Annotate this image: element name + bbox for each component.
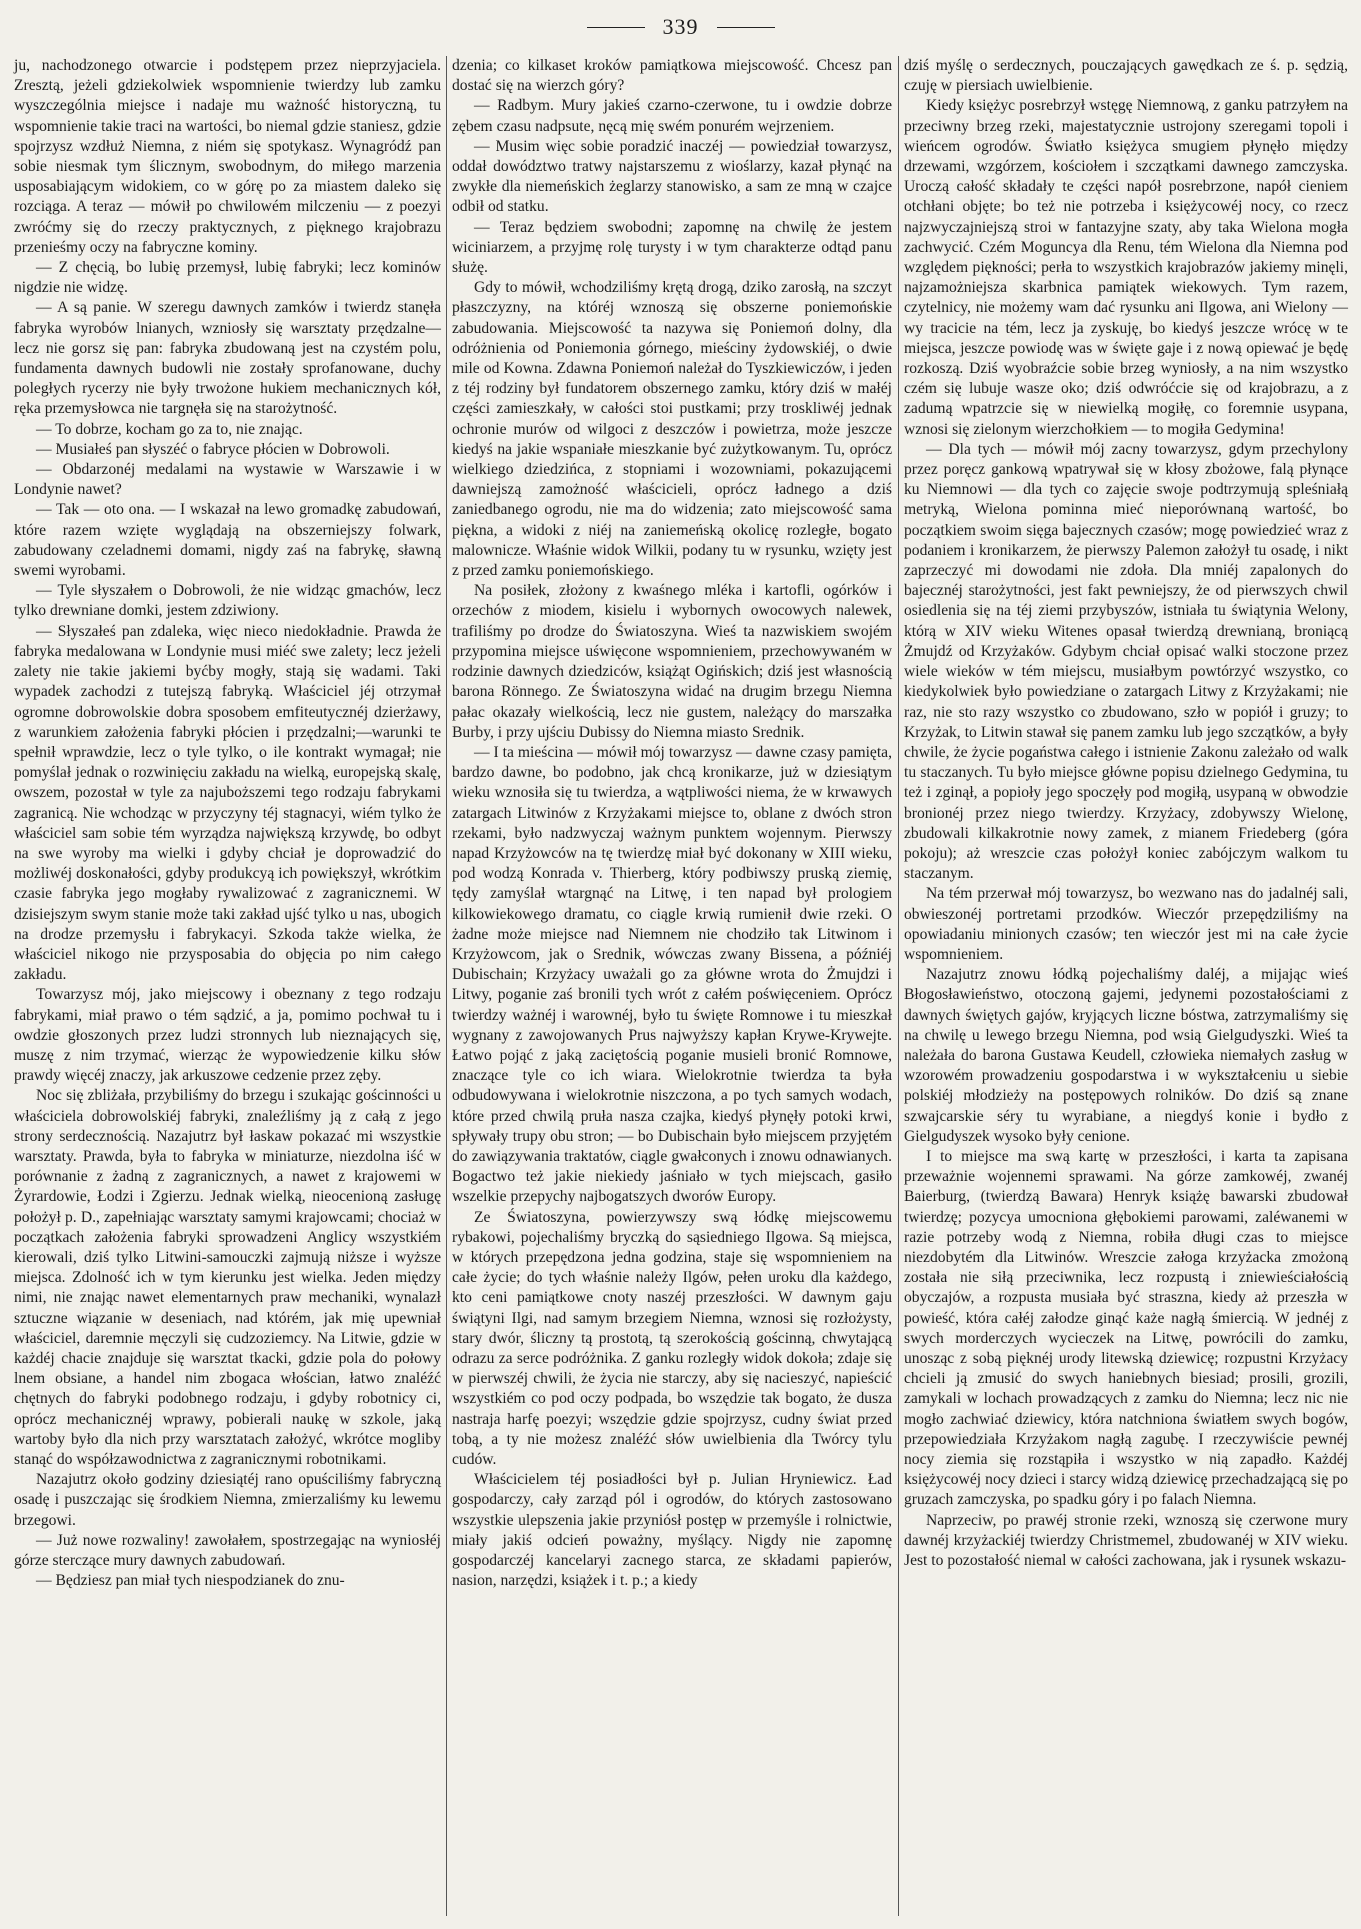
paragraph: — Tak — oto ona. — I wskazał na lewo gromadkę zabudowań, które razem wzięte wyglądają na obszerniejszy folwark, zabudowany czeladnemi domami, nigdy zaś na fabrykę, sławną swemi wyrobami. xyxy=(14,501,441,580)
paragraph: — Musim więc sobie poradzić inaczéj — powiedział towarzysz, oddał dowództwo tratwy najstarszemu z wioślarzy, kazał płynąć na zwykłe dla niemeńskich żeglarzy stanowisko, a sam ze mną w czajce odbił od statku. xyxy=(452,137,892,216)
paragraph: Na posiłek, złożony z kwaśnego mléka i kartofli, ogórków i orzechów z miodem, kisielu i wybornych owocowych nalewek, trafiliśmy po drodze do Światoszyna. Wieś ta nazwiskiem swojém przypomina miejsce uświęcone wspomnieniem, przechowywaném w rodzinie dawnych dziedziców, książąt Ogińskich; dziś jest własnością barona Rönnego. Ze Światoszyna widać na drugim brzegu Niemna pałac okazały wielkością, lecz nie gustem, należący do marszałka Burby, i przy ujściu Dubissy do Niemna miasto Srednik. xyxy=(452,582,892,741)
paragraph: Nazajutrz znowu łódką pojechaliśmy daléj, a mijając wieś Błogosławieństwo, otoczoną gajemi, jedynemi pozostałościami z dawnych świętych gajów, kryjących liczne bóstwa, zatrzymaliśmy się na chwilę u lewego brzegu Niemna, pod wsią Gielgudyszki. Wieś ta należała do barona Gustawa Keudell, człowieka niemałych zasług w wzorowém prowadzeniu gospodarstwa i w wykształceniu u siebie polskiéj młodzieży na postępowych rolników. Do dziś są znane szwajcarskie séry tu wyrabiane, a niegdyś konie i bydło z Gielgudyszek wysoko były cenione. xyxy=(904,966,1348,1145)
paragraph: — To dobrze, kocham go za to, nie znając. xyxy=(36,420,303,438)
paragraph: — Musiałeś pan słyszéć o fabryce płócien w Dobrowoli. xyxy=(36,440,390,458)
column-divider xyxy=(898,56,899,1916)
page-number: 339 xyxy=(662,14,699,39)
paragraph: — Teraz będziem swobodni; zapomnę na chwilę że jestem wiciniarzem, a przyjmę rolę turysty i w tym charakterze odtąd panu służę. xyxy=(452,218,892,277)
paragraph: — Będziesz pan miał tych niespodzianek do znu- xyxy=(36,1572,345,1590)
paragraph: Na tém przerwał mój towarzysz, bo wezwano nas do jadalnéj sali, obwieszonéj portretami przodków. Wieczór przepędziliśmy na opowiadaniu minionych czasów; ten wieczór jest mi na całe życie wspomnieniem. xyxy=(904,885,1348,963)
paragraph: Naprzeciw, po prawéj stronie rzeki, wznoszą się czerwone mury dawnéj krzyżackiéj twierdzy Christmemel, zbudowanéj w XIV wieku. Jest to pozostałość niemal w całości zachowana, jak i rysunek wskazu- xyxy=(904,1511,1348,1570)
paragraph: — I ta mieścina — mówił mój towarzysz — dawne czasy pamięta, bardzo dawne, bo podobno, jak chcą kronikarze, już w dziesiątym wieku wznosiła się tu twierdza, a wątpliwości niema, że w krwawych zatargach Litwinów z Krzyżakami miejsce to, oblane z dwóch stron rzekami, było nadzwyczaj ważnym punktem wojennym. Pierwszy napad Krzyżowców na tę twierdzę miał być dokonany w XIII wieku, pod wodzą Konrada v. Thierberg, który podbiwszy pruską ziemię, tędy zamyślał wtargnąć na Litwę, i ten napad był prologiem kilkowiekowego dramatu, co ciągle krwią rumienił dwie rzeki. O żadne może miejsce nad Niemnem nie chodziło tak Litwinom i Krzyżowcom, jak o Srednik, wówczas zwany Bissena, a późniéj Dubischain; Krzyżacy uważali go za główne wrota do Żmujdzi i Litwy, poganie zaś bronili tych wrót z całém poświęceniem. Oprócz twierdzy ważnéj i warownéj, było tu święte Romnowe i tu mieszkał wygnany z zawojowanych Prus najwyższy kapłan Krywe-Krywejte. Łatwo pojąć z jaką zaciętością poganie musieli bronić Romnowe, znaczące tyle co ich wiara. Wielokrotnie twierdza ta była odbudowywana i wielokrotnie niszczona, a po tych samych wodach, które przed chwilą pruła nasza czajka, kiedyś płynęły potoki krwi, spływały trupy obu stron; — bo Dubischain było miejscem przyjętém do zawiązywania traktatów, ciągle gwałconych i znowu odnawianych. Bogactwo też jakie niekiedy jaśniało w tych miejscach, gasiło wszelkie przepychy najbogatszych dworów Europy. xyxy=(452,743,892,1206)
paragraph: Ze Światoszyna, powierzywszy swą łódkę miejscowemu rybakowi, pojechaliśmy bryczką do sąsiedniego Ilgowa. Są miejsca, w których przepędzona jedna godzina, staje się wspomnieniem na całe życie; do tych właśnie należy Ilgów, pełen uroku dla każdego, kto ceni pamiątkowe cnoty naszéj przeszłości. W dawnym gaju świątyni Ilgi, nad samym brzegiem Niemna, wznosi się rozłożysty, stary dwór, śliczny tą prostotą, tą szerokością gościnną, chwytającą odrazu za serce podróżnika. Z ganku rozległy widok dokoła; zdaje się w pierwszéj chwili, że życia nie starczy, aby się nacieszyć, napieścić wszystkiém co pod oczy podpada, bo wszędzie tak bogato, że dusza nastraja harfę poezyi; wszędzie gdzie spojrzysz, cudny świat przed tobą, a ty nie możesz znaléźć słów uwielbienia dla Twórcy tylu cudów. xyxy=(452,1208,892,1469)
header-rule-right xyxy=(717,27,775,28)
paragraph: — A są panie. W szeregu dawnych zamków i twierdz stanęła fabryka wyrobów lnianych, wzniosły się warsztaty przędzalne—lecz nie gorsz się pan: fabryka zbudowaną jest na czystém polu, fundamenta dawnych budowli nie zostały sprofanowane, duchy poległych rycerzy nie były trwożone hukiem mechanicznych kół, ręka przemysłowca nie targnęła się na starożytność. xyxy=(14,299,441,418)
paragraph: — Obdarzonéj medalami na wystawie w Warszawie i w Londynie nawet? xyxy=(14,461,441,499)
paragraph: Kiedy księżyc posrebrzył wstęgę Niemnową, z ganku patrzyłem na przeciwny brzeg rzeki, majestatycznie ustrojony szeregami topoli i wieńcem ogrodów. Światło księżyca smugiem płynęło między drzewami, wzgórzem, kościołem i szczątkami dawnego zamczyska. Uroczą całość składały te części napół posrebrzone, napół cieniem otchłani objęte; bo też nie potrzeba i księżycowéj nocy, co rzecz najzwyczajniejszą stroi w fantazyjne szaty, aby taka Wielona mogła zachwycić. Czém Moguncya dla Renu, tém Wielona dla Niemna pod względem piękności; perła to wszystkich krajobrazów jakiemy minęli, najzamożniejsza skarbnica pamiątek wiekowych. Tym razem, czytelnicy, nie możemy wam dać rysunku ani Ilgowa, ani Wielony — wy tracicie na tém, lecz ja zyskuję, bo kiedyś jeszcze wrócę w te miejsca, jeszcze powiodę was w święte gaje i z nową opiewać je będę rozkoszą. Dziś wyobraźcie sobie brzeg wyniosły, a na nim wszystko czém się lubuje wasze oko; dziś odwróćcie się od krajobrazu, a z zadumą wpatrzcie się w niewielką mogiłę, co foremnie usypana, wznosi się zielonym wierzchołkiem — to mogiła Gedymina! xyxy=(904,97,1348,438)
text-column-2 xyxy=(452,56,892,1591)
paragraph: — Dla tych — mówił mój zacny towarzysz, gdym przechylony przez poręcz gankową wpatrywał się w kłosy zbożowe, falą płynące ku Niemnowi — dla tych co zajęcie swoje podtrzymują spleśniałą metryką, Wielona pominna mieć nieporównaną wartość, bo początkiem swoim sięga bajecznych czasów; mogę powiedzieć wraz z podaniem i kronikarzem, że pierwszy Palemon założył tu osadę, i nikt zaprzeczyć mi dowodami nie zdoła. Dla mniéj zapalonych do bajecznéj starożytności, jest fakt pewniejszy, że od pierwszych chwil osiedlenia się na téj ziemi przybyszów, istniała tu świątynia Welony, którą w XIV wieku Witenes opasał twierdzą drewnianą, broniącą Żmujdź od Krzyżaków. Gdybym chciał opisać walki stoczone przez wiele wieków w tém miejscu, musiałbym powtórzyć wszystko, co kiedykolwiek było powiedziane o zatargach Litwy z Krzyżakami; nie raz, nie sto razy wszystko co zbudowano, szło w popiół i gruzy; to Krzyżak, to Litwin stawał się panem zamku lub jego szczątków, a były chwile, że życie pogaństwa całego i istnienie Zakonu zależało od walk tu staczanych. Tu było miejsce główne popisu dzielnego Gedymina, tu też i zginął, a popioły jego spoczęły pod mogiłą, usypaną w obwodzie bronionéj przez niego twierdzy. Krzyżacy, zdobywszy Wielonę, zbudowali kilkakrotnie nowy zamek, z mianem Friedeberg (góra pokoju); aż wreszcie czas położył koniec zabójczym walkom tu staczanym. xyxy=(904,440,1348,883)
paragraph: ju, nachodzonego otwarcie i podstępem przez nieprzyjaciela. Zresztą, jeżeli gdziekolwiek wspomnienie twierdzy lub zamku wyszczególnia miejsce i nadaje mu ważność historyczną, tu wspomnienie takie traci na wartości, bo niemal gdzie staniesz, gdzie spojrzysz wzdłuż Niemna, z niém się spotykasz. Wynagródź pan sobie niesmak tym ślicznym, swobodnym, do miłego marzenia usposabiającym widokiem, co w górę po za miastem daleko się rozciąga. A teraz — mówił po chwilowém milczeniu — z poezyi zwróćmy się do rzeczy praktycznych, z pięknego krajobrazu przenieśmy oczy na fabryczne kominy. xyxy=(14,57,441,256)
page-header xyxy=(0,14,1361,44)
paragraph: I to miejsce ma swą kartę w przeszłości, i karta ta zapisana przeważnie wojennemi sprawami. Na górze zamkowéj, zwanéj Baierburg, (twierdzą Bawara) Henryk książę bawarski zbudował twierdzę; pozycya umocniona głębokiemi parowami, zaléwanemi w razie potrzeby wodą z Niemna, robiła długi czas to miejsce niezdobytém dla Litwinów. Wreszcie załoga krzyżacka zmożoną została nie siłą przeciwnika, lecz rozpustą i zniewieściałością obyczajów, a rozpusta musiała być straszna, kiedy aż przeszła w powieść, która całéj załodze ginąć każe nagłą śmiercią. W jednéj z swych morderczych wycieczek na Litwę, powrócili do zamku, unosząc z sobą pięknéj urody litewską dziewicę; rozpustni Krzyżacy chcieli ją zmusić do swych haniebnych biesiad; prosili, grozili, zamykali w lochach prowadzących z zamku do Niemna; lecz nic nie mogło zachwiać dziewicy, która natchniona światłem swych bogów, przepowiedziała Krzyżakom nagłą zagubę. I rzeczywiście pewnéj nocy ziemia się rozstąpiła i wszystko w nią zapadło. Każdéj księżycowéj nocy dzieci i starcy widzą dziewicę przechadzającą się po gruzach zamczyska, po spadku góry i po falach Niemna. xyxy=(904,1147,1348,1509)
paragraph: Noc się zbliżała, przybiliśmy do brzegu i szukając gościnności u właściciela dobrowolskiéj fabryki, znaleźliśmy ją z całą z jego strony serdecznością. Nazajutrz był łaskaw pokazać mi wszystkie warsztaty. Prawda, była to fabryka w miniaturze, niezdolna iść w porównanie z żadną z zagranicznych, a nawet z krajowemi w Żyrardowie, Łodzi i Zgierzu. Jednak wielką, nieocenioną zasługę położył p. D., zapełniając warsztaty samymi krajowcami; chociaż w początkach założenia fabryki sprowadzeni Anglicy wszystkiém kierowali, dziś tylko Litwini-samouczki zajmują niższe i wyższe miejsca. Zdolność ich w tym kierunku jest wielka. Jeden między nimi, nie znając nawet elementarnych praw mechaniki, wynalazł sztuczne wiązanie w deseniach, nad którém, jak mię upewniał właściciel, daremnie męczyli się cudzoziemcy. Na Litwie, gdzie w każdéj chacie znajduje się warsztat tkacki, gdzie pola do połowy lnem obsiane, a handel nim zbogaca włościan, łatwo znaléźć chętnych do fabryki podobnego rodzaju, i gdyby robotnicy ci, oprócz mechanicznéj wprawy, pobierali naukę w szkole, jaką wartoby było dla nich przy warsztatach założyć, wkrótce mogliby stanąć do współzawodnictwa z zagranicznymi robotnikami. xyxy=(14,1087,441,1469)
column-divider xyxy=(446,56,447,1916)
paragraph: Właścicielem téj posiadłości był p. Julian Hryniewicz. Ład gospodarczy, cały zarząd pól i ogrodów, do których zastosowano wszystkie ulepszenia jakie przyniósł postęp w przemyśle i rolnictwie, miały jakiś odcień poważny, myślący. Nigdy nie zapomnę gospodarczéj kancelaryi zacnego starca, ze składami papierów, nasion, narzędzi, książek i t. p.; a kiedy xyxy=(452,1471,892,1590)
paragraph: — Z chęcią, bo lubię przemysł, lubię fabryki; lecz kominów nigdzie nie widzę. xyxy=(14,259,441,297)
paragraph: dzenia; co kilkaset kroków pamiątkowa miejscowość. Chcesz pan dostać się na wierzch góry? xyxy=(452,57,892,95)
paragraph: Nazajutrz około godziny dziesiątéj rano opuściliśmy fabryczną osadę i puszczając się środkiem Niemna, zmierzaliśmy ku lewemu brzegowi. xyxy=(14,1471,441,1529)
paragraph: dziś myślę o serdecznych, pouczających gawędkach ze ś. p. sędzią, czuję w piersiach uwielbienie. xyxy=(904,57,1348,95)
paragraph: — Słyszałeś pan zdaleka, więc nieco niedokładnie. Prawda że fabryka medalowana w Londynie musi miéć swe zalety; lecz jeżeli zalety nie takie jakiemi byćby mogły, stają się wadami. Taki wypadek zachodzi z tutejszą fabryką. Właściciel jéj otrzymał ogromne dobrowolskie dobra sposobem emfiteutycznéj dzierżawy, z warunkiem założenia fabryki płócien i przędzalni;—warunki te spełnił wprawdzie, lecz o tyle tylko, o ile kontrakt wymagał; nie pomyślał jednak o rozwinięciu zakładu na wielką, europejską skalę, owszem, pozostał w tyle za najuboższemi tego rodzaju fabrykami zagranicą. Nie wchodząc w przyczyny téj stagnacyi, wiém tylko że właściciel sam sobie tém wyrządza największą krzywdę, bo odbyt na swe wyroby ma wielki i gdyby chciał je doprowadzić do możliwéj doskonałości, gdyby produkcyą ich powiększył, wkrótkim czasie fabryka jego mogłaby rywalizować z zagranicznemi. W dzisiejszym swym stanie może taki zakład ujść tylko u nas, ubogich na drodze przemysłu i fabrykacyi. Szkoda także wielka, że właściciel nikogo nie przysposabia do objęcia po nim całego zakładu. xyxy=(14,622,441,984)
text-column-3 xyxy=(904,56,1348,1571)
header-rule-left xyxy=(587,27,645,28)
paragraph: — Radbym. Mury jakieś czarno-czerwone, tu i owdzie dobrze zębem czasu nadpsute, nęcą mię swém ponurém wejrzeniem. xyxy=(452,97,892,135)
paragraph: Gdy to mówił, wchodziliśmy krętą drogą, dziko zarosłą, na szczyt płaszczyzny, na któréj wznoszą się obszerne poniemońskie zabudowania. Miejscowość ta nazywa się Poniemoń dolny, dla odróżnienia od Poniemonia górnego, mieściny żydowskiéj, o dwie mile od Kowna. Zdawna Poniemoń należał do Tyszkiewiczów, i jeden z téj rodziny był fundatorem obszernego zamku, który dziś w małéj części zamieszkały, w całości stoi pustkami; przy troskliwéj jednak ochronie murów od wilgoci z deszczów i powietrza, może jeszcze kiedyś na jakie wspaniałe mieszkanie być zużytkowanym. Tu, oprócz wielkiego dziedzińca, z stopniami i wozowniami, pokazującemi dawniejszą zamożność właścicieli, oprócz ładnego a dziś zaniedbanego ogrodu, nie ma do widzenia; zato miejscowość sama piękna, a widoki z niéj na zaniemeńską okolicę rozległe, bogato malownicze. Właśnie widok Wilkii, podany tu w rysunku, wzięty jest z przed zamku poniemońskiego. xyxy=(452,279,892,580)
paragraph: Towarzysz mój, jako miejscowy i obeznany z tego rodzaju fabrykami, miał prawo o tém sądzić, a ja, pomimo pochwał tu i owdzie głoszonych przez ludzi stronnych lub nieznających się, muszę z nim trzymać, wierząc że wypowiedzenie kilku słów prawdy więcéj znaczy, jak arkuszowe cedzenie przez zęby. xyxy=(14,986,441,1085)
paragraph: — Tyle słyszałem o Dobrowoli, że nie widząc gmachów, lecz tylko drewniane domki, jestem zdziwiony. xyxy=(14,582,441,620)
text-column-1 xyxy=(14,56,441,1591)
paragraph: — Już nowe rozwaliny! zawołałem, spostrzegając na wyniosłéj górze sterczące mury dawnych zabudowań. xyxy=(14,1531,441,1570)
